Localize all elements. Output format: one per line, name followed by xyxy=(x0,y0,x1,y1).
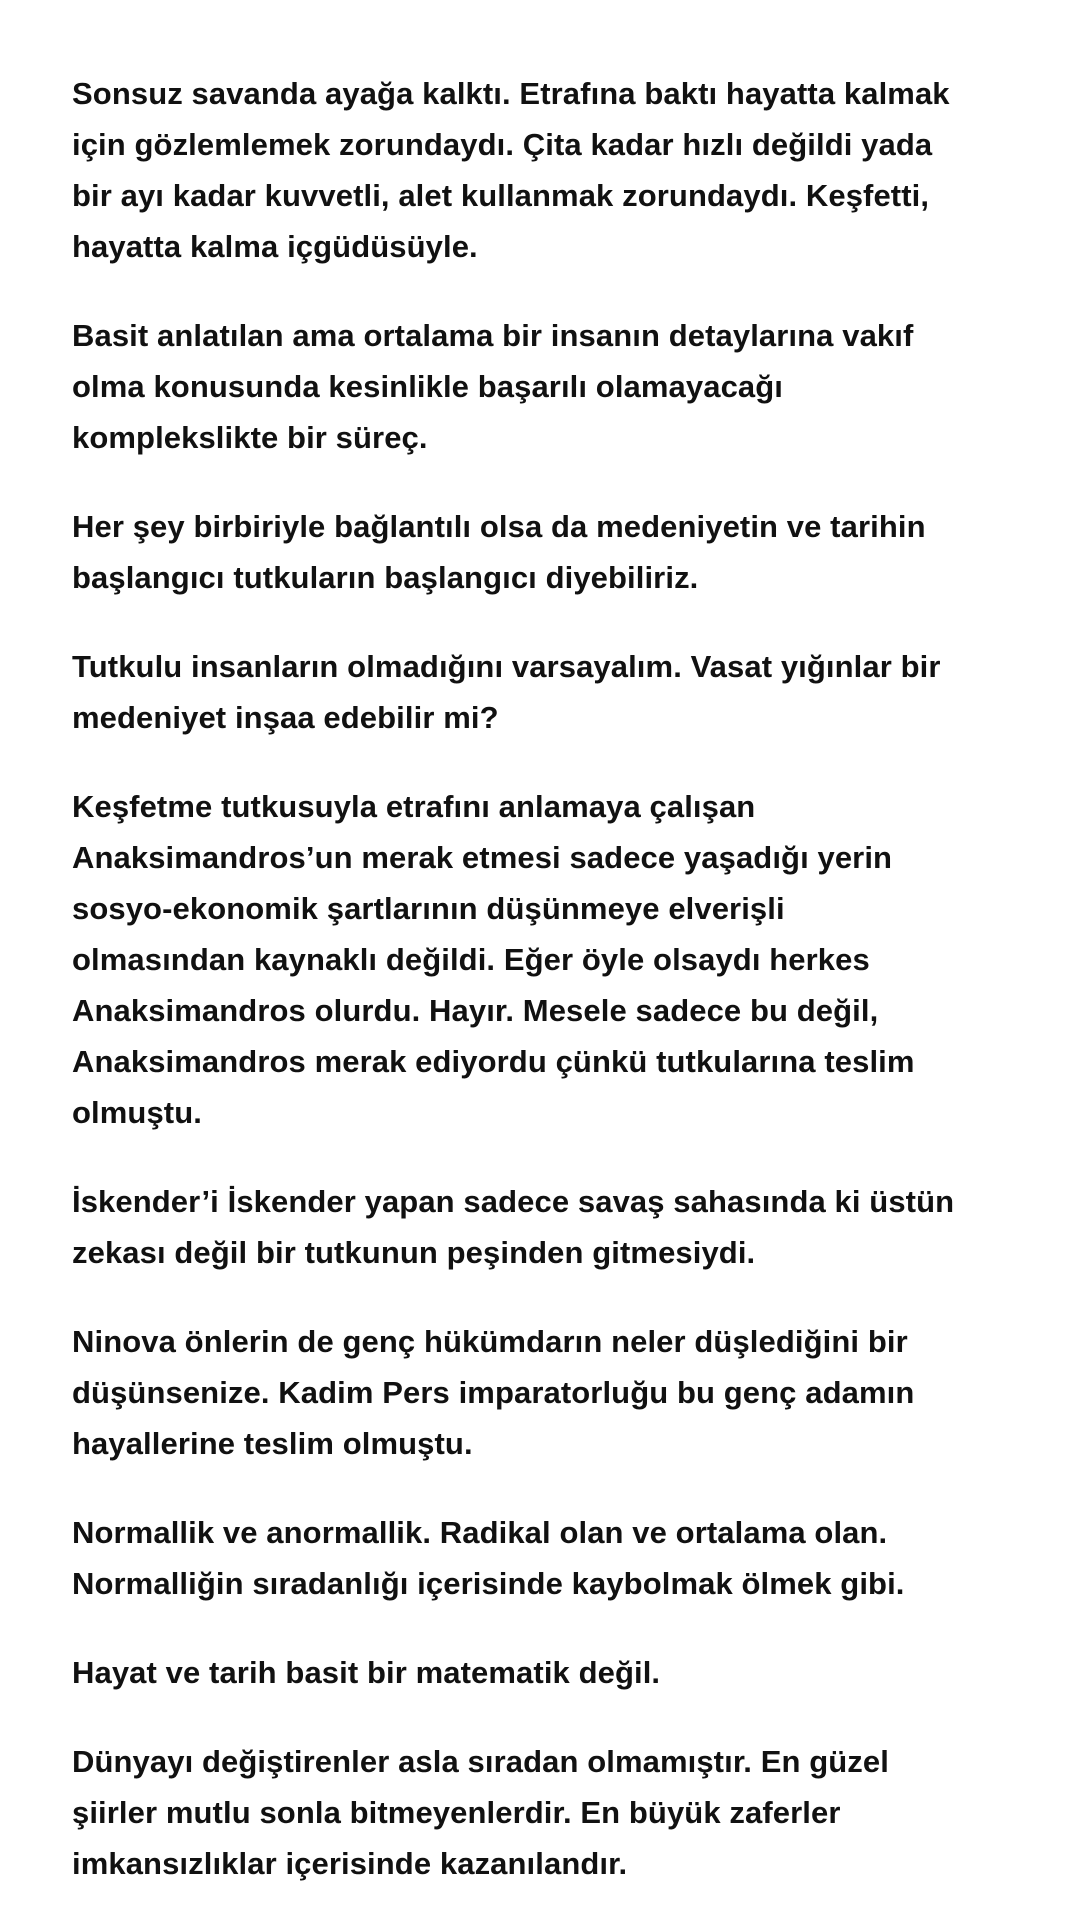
text-line: olmuştu. xyxy=(72,1095,202,1130)
paragraph-1 xyxy=(72,68,1022,272)
text-line: İskender’i İskender yapan sadece savaş sahasında ki üstün xyxy=(72,1184,955,1219)
text-line: Keşfetme tutkusuyla etrafını anlamaya çalışan xyxy=(72,789,756,824)
text-line: Tutkulu insanların olmadığını varsayalım. Vasat yığınlar bir xyxy=(72,649,941,684)
text-line: Anaksimandros’un merak etmesi sadece yaşadığı yerin xyxy=(72,840,893,875)
text-line: Normalliğin sıradanlığı içerisinde kaybolmak ölmek gibi. xyxy=(72,1566,905,1601)
text-line: Basit anlatılan ama ortalama bir insanın detaylarına vakıf xyxy=(72,318,914,353)
text-line: Her şey birbiriyle bağlantılı olsa da medeniyetin ve tarihin xyxy=(72,509,926,544)
text-line: sosyo-ekonomik şartlarının düşünmeye elverişli xyxy=(72,891,785,926)
paragraph-9 xyxy=(72,1647,1022,1698)
text-line: Hayat ve tarih basit bir matematik değil. xyxy=(72,1655,661,1690)
text-line: zekası değil bir tutkunun peşinden gitmesiydi. xyxy=(72,1235,756,1270)
text-line: olma konusunda kesinlikle başarılı olamayacağı xyxy=(72,369,783,404)
text-line: Anaksimandros olurdu. Hayır. Mesele sadece bu değil, xyxy=(72,993,879,1028)
text-line: olmasından kaynaklı değildi. Eğer öyle olsaydı herkes xyxy=(72,942,870,977)
text-line: Sonsuz savanda ayağa kalktı. Etrafına baktı hayatta kalmak xyxy=(72,76,950,111)
paragraph-5 xyxy=(72,781,1022,1138)
text-line: hayatta kalma içgüdüsüyle. xyxy=(72,229,478,264)
text-line: için gözlemlemek zorundaydı. Çita kadar hızlı değildi yada xyxy=(72,127,933,162)
text-line: düşünsenize. Kadim Pers imparatorluğu bu genç adamın xyxy=(72,1375,915,1410)
text-line: medeniyet inşaa edebilir mi? xyxy=(72,700,499,735)
text-line: Ninova önlerin de genç hükümdarın neler düşlediğini bir xyxy=(72,1324,908,1359)
text-line: şiirler mutlu sonla bitmeyenlerdir. En büyük zaferler xyxy=(72,1795,841,1830)
text-line: Normallik ve anormallik. Radikal olan ve ortalama olan. xyxy=(72,1515,888,1550)
document-body xyxy=(72,68,1022,1927)
paragraph-8 xyxy=(72,1507,1022,1609)
text-line: Dünyayı değiştirenler asla sıradan olmamıştır. En güzel xyxy=(72,1744,889,1779)
text-line: Anaksimandros merak ediyordu çünkü tutkularına teslim xyxy=(72,1044,915,1079)
text-line: bir ayı kadar kuvvetli, alet kullanmak zorundaydı. Keşfetti, xyxy=(72,178,930,213)
text-line: imkansızlıklar içerisinde kazanılandır. xyxy=(72,1846,628,1881)
text-line: hayallerine teslim olmuştu. xyxy=(72,1426,473,1461)
paragraph-4 xyxy=(72,641,1022,743)
paragraph-6 xyxy=(72,1176,1022,1278)
text-line: komplekslikte bir süreç. xyxy=(72,420,428,455)
paragraph-7 xyxy=(72,1316,1022,1469)
text-line: başlangıcı tutkuların başlangıcı diyebiliriz. xyxy=(72,560,699,595)
paragraph-3 xyxy=(72,501,1022,603)
paragraph-2 xyxy=(72,310,1022,463)
paragraph-10 xyxy=(72,1736,1022,1889)
